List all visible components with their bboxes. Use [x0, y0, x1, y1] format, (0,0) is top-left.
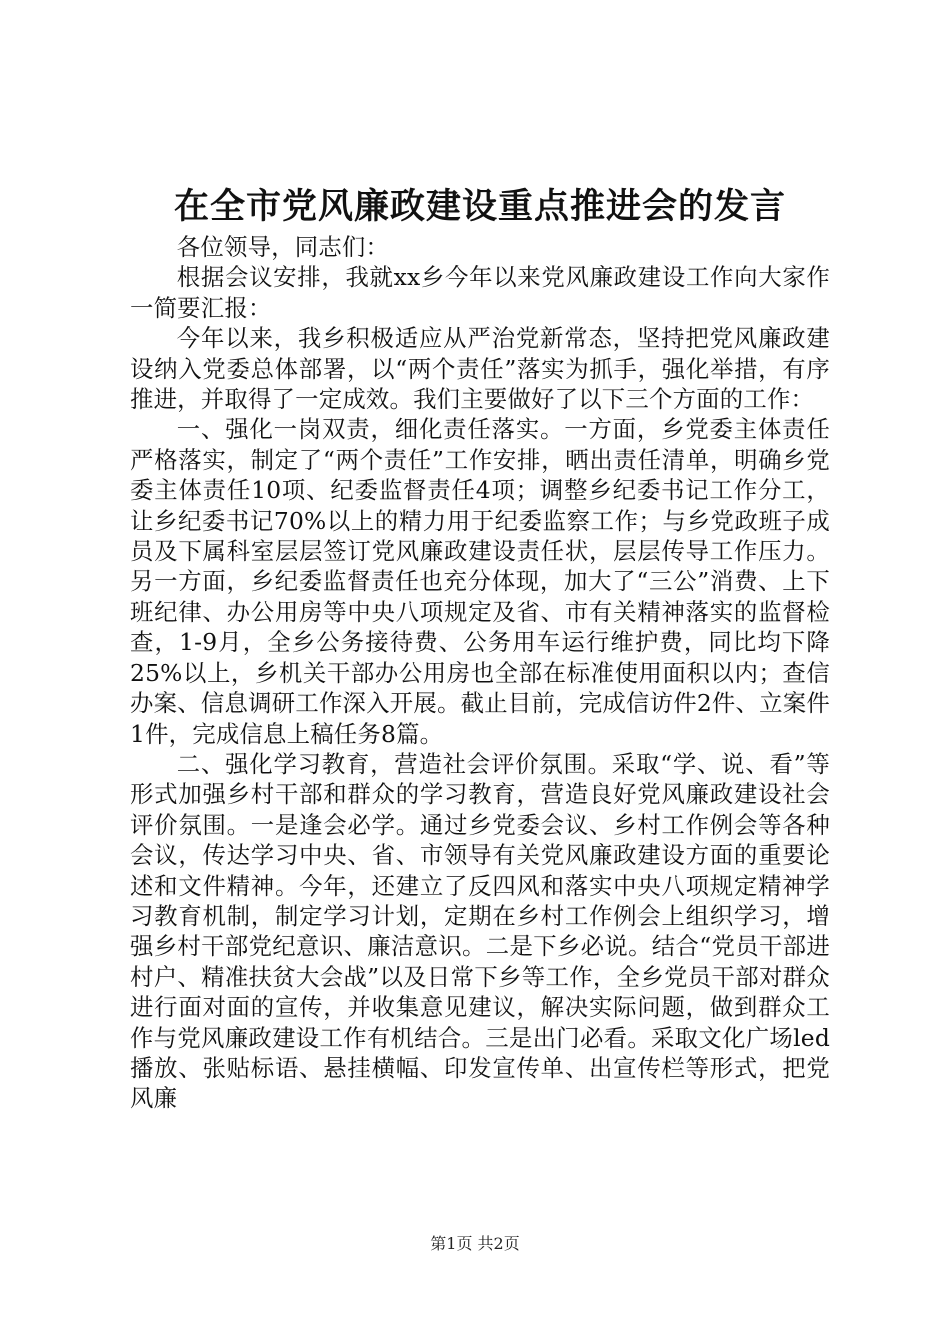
page-number-footer: 第1页 共2页	[430, 1234, 520, 1253]
document-title: 在全市党风廉政建设重点推进会的发言	[173, 186, 786, 227]
document-body	[130, 232, 830, 1114]
paragraph-intro: 根据会议安排，我就xx乡今年以来党风廉政建设工作向大家作一简要汇报：	[130, 263, 830, 322]
paragraph-section-two: 二、强化学习教育，营造社会评价氛围。采取“学、说、看”等形式加强乡村干部和群众的学习教育，营造良好党风廉政建设社会评价氛围。一是逢会必学。通过乡党委会议、乡村工作例会等各种会议，传达学习中央、省、市领导有关党风廉政建设方面的重要论述和文件精神。今年，还建立了反四风和落实中央八项规定精神学习教育机制，制定学习计划，定期在乡村工作例会上组织学习，增强乡村干部党纪意识、廉洁意识。二是下乡必说。结合“党员干部进村户、精准扶贫大会战”以及日常下乡等工作，全乡党员干部对群众进行面对面的宣传，并收集意见建议，解决实际问题，做到群众工作与党风廉政建设工作有机结合。三是出门必看。采取文化广场led播放、张贴标语、悬挂横幅、印发宣传单、出宣传栏等形式，把党风廉	[130, 749, 830, 1113]
paragraph-section-one: 一、强化一岗双责，细化责任落实。一方面，乡党委主体责任严格落实，制定了“两个责任”工作安排，晒出责任清单，明确乡党委主体责任10项、纪委监督责任4项；调整乡纪委书记工作分工，让乡纪委书记70%以上的精力用于纪委监察工作；与乡党政班子成员及下属科室层层签订党风廉政建设责任状，层层传导工作压力。另一方面，乡纪委监督责任也充分体现，加大了“三公”消费、上下班纪律、办公用房等中央八项规定及省、市有关精神落实的监督检查，1-9月，全乡公务接待费、公务用车运行维护费，同比均下降25%以上，乡机关干部办公用房也全部在标准使用面积以内；查信办案、信息调研工作深入开展。截止目前，完成信访件2件、立案件1件，完成信息上稿任务8篇。	[130, 415, 830, 748]
document-page	[130, 182, 830, 1114]
paragraph-salutation: 各位领导，同志们：	[176, 233, 390, 261]
paragraph-overview: 今年以来，我乡积极适应从严治党新常态，坚持把党风廉政建设纳入党委总体部署，以“两个责任”落实为抓手，强化举措，有序推进，并取得了一定成效。我们主要做好了以下三个方面的工作：	[130, 324, 830, 414]
